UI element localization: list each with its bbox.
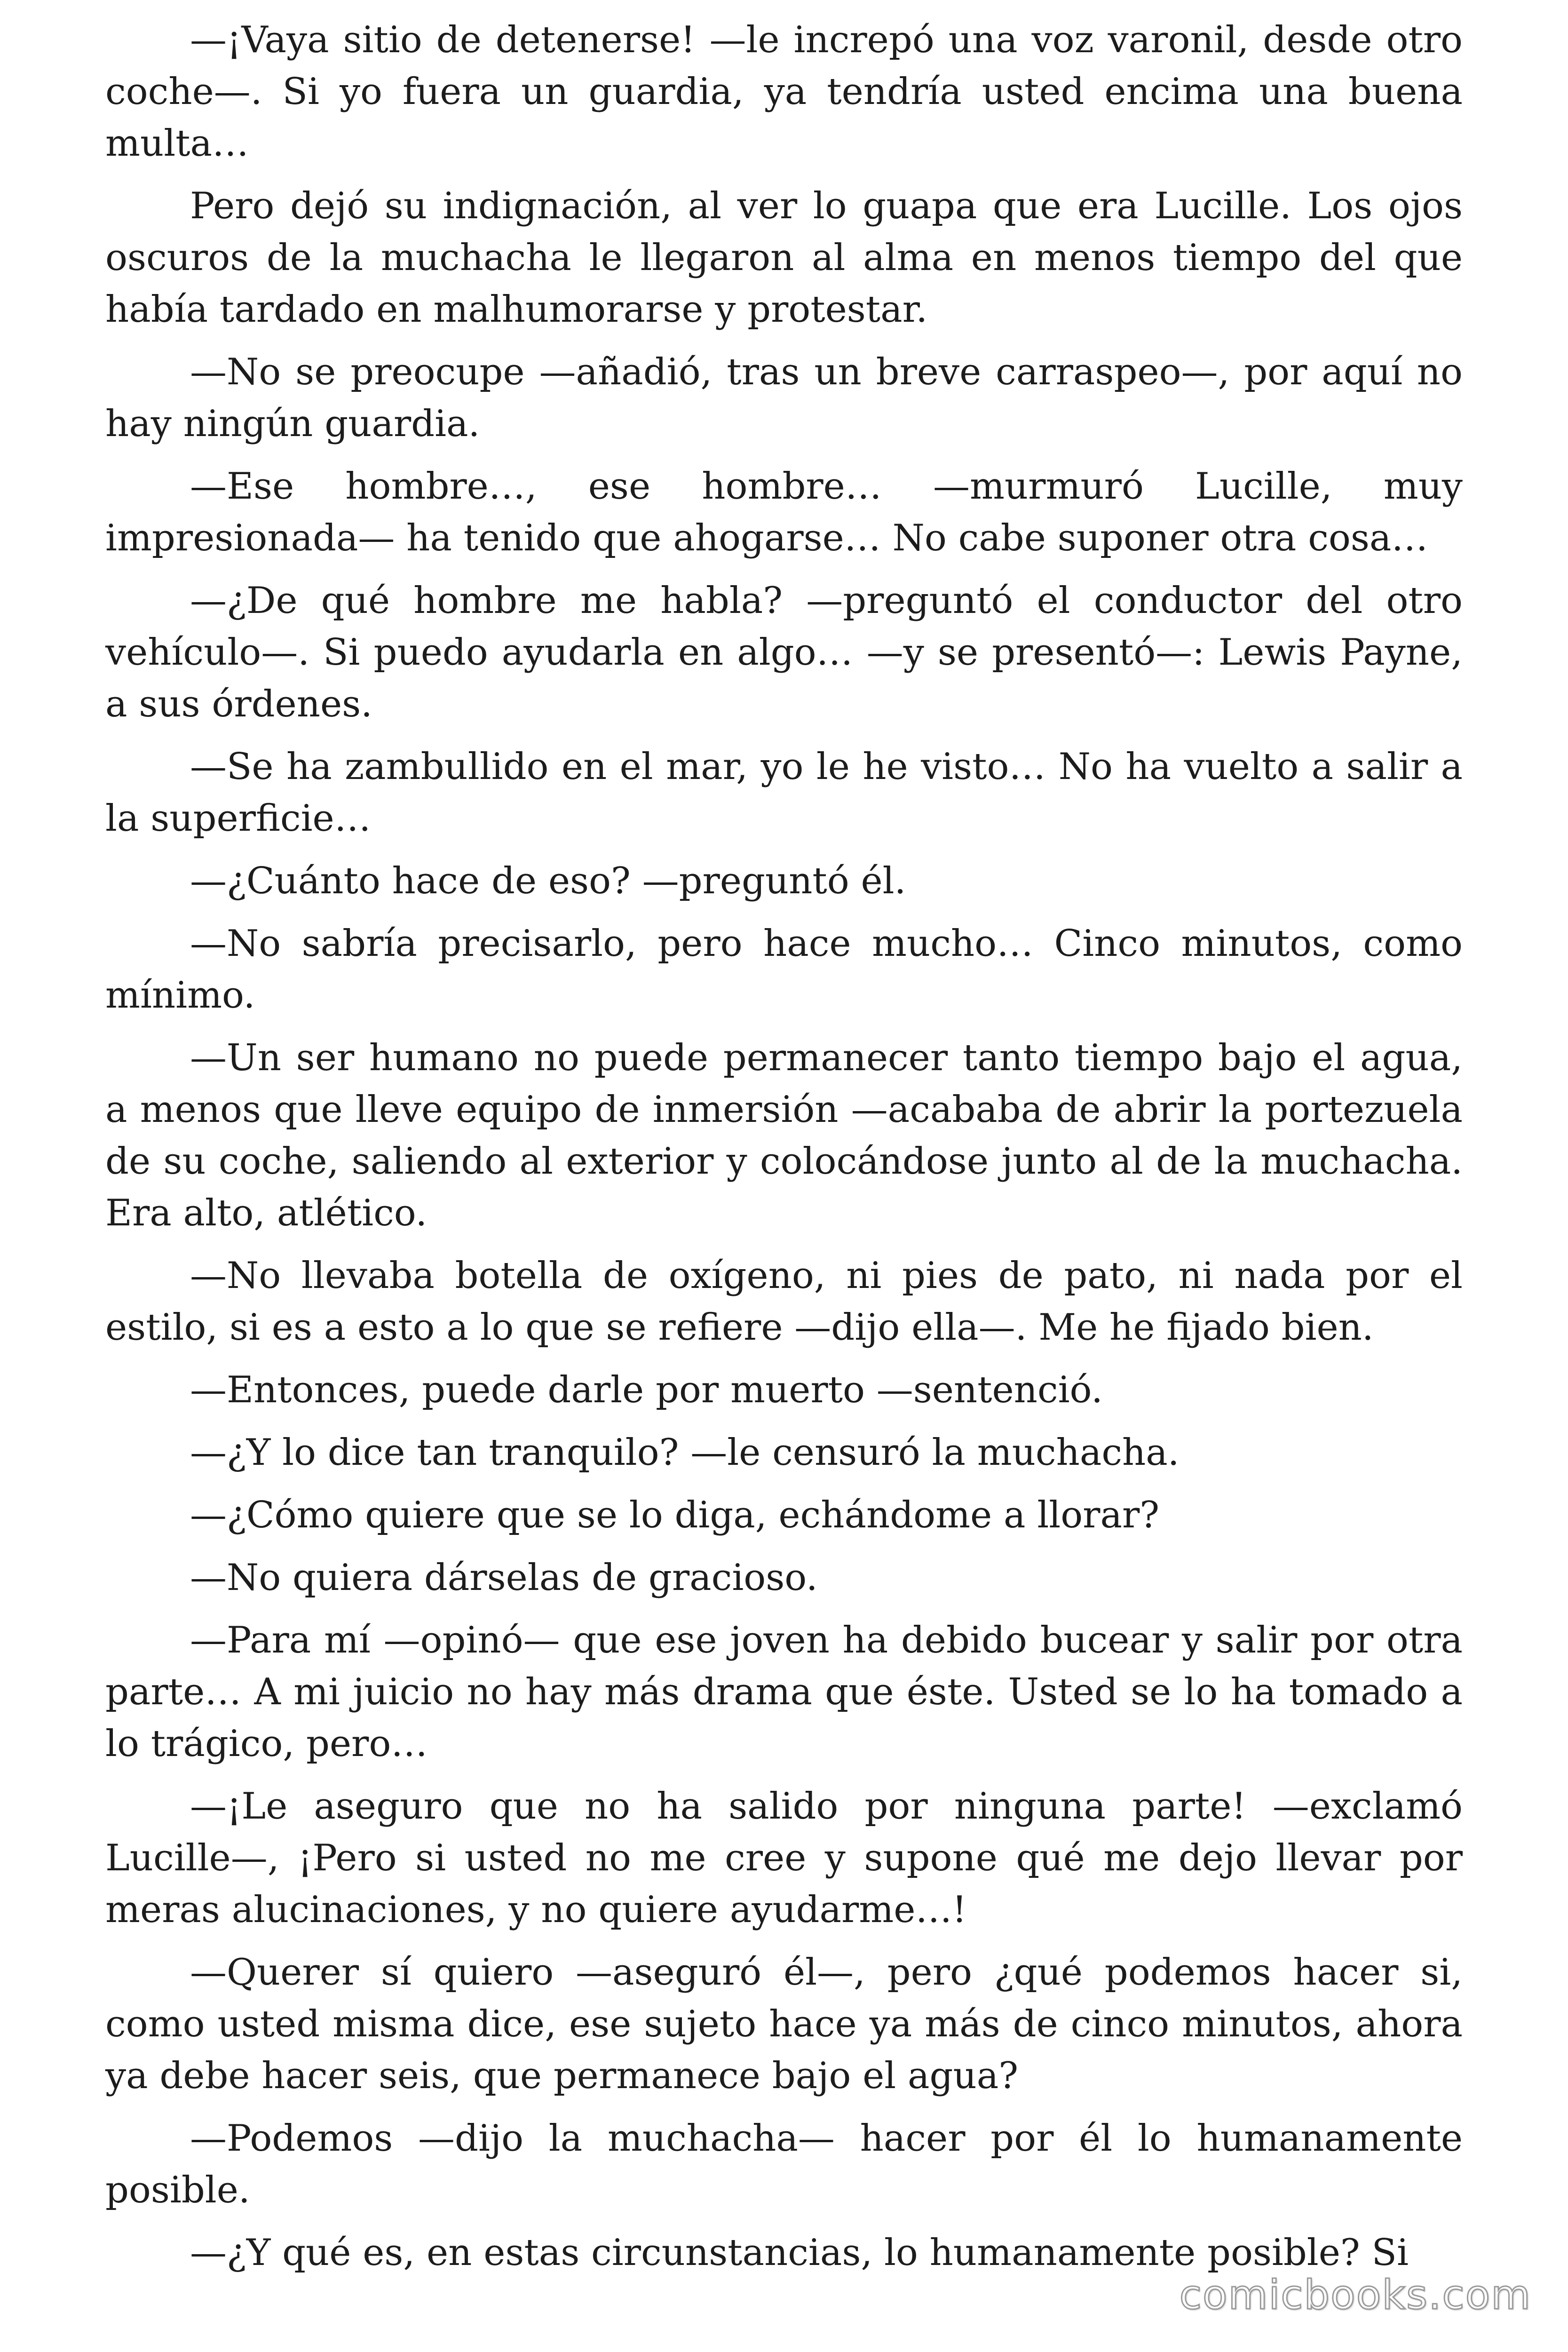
paragraph: —¿Y lo dice tan tranquilo? —le censuró la muchacha. [190,1431,1180,1474]
paragraph: —Un ser humano no puede permanecer tanto tiempo bajo el agua, a menos que lleve equipo de inmersión —acababa de abrir la portezuela de su coche, saliendo al exterior y colocándose junto al de la muchacha. Era alto, atlético. [105,1037,1463,1234]
paragraph: —Se ha zambullido en el mar, yo le he visto… No ha vuelto a salir a la superficie… [105,746,1463,840]
paragraph: —Querer sí quiero —aseguró él—, pero ¿qué podemos hacer si, como usted misma dice, ese sujeto hace ya más de cinco minutos, ahora ya debe hacer seis, que permanece bajo el agua? [105,1951,1463,2097]
watermark: comicbooks.com [1179,2272,1531,2319]
paragraph: —No llevaba botella de oxígeno, ni pies de pato, ni nada por el estilo, si es a esto a lo que se refiere —dijo ella—. Me he fijado bien. [105,1255,1463,1349]
paragraph: —Entonces, puede darle por muerto —sentenció. [190,1369,1103,1411]
paragraph: Pero dejó su indignación, al ver lo guapa que era Lucille. Los ojos oscuros de la muchacha le llegaron al alma en menos tiempo del que había tardado en malhumorarse y protestar. [105,185,1463,331]
paragraph: —Ese hombre…, ese hombre… —murmuró Lucille, muy impresionada— ha tenido que ahogarse… No cabe suponer otra cosa… [105,465,1463,559]
paragraph: —¿Cuánto hace de eso? —preguntó él. [190,860,906,902]
page-text [105,14,1463,2289]
paragraph: —Para mí —opinó— que ese joven ha debido bucear y salir por otra parte… A mi juicio no hay más drama que éste. Usted se lo ha tomado a lo trágico, pero… [105,1619,1463,1765]
paragraph: —No quiera dárselas de gracioso. [190,1557,818,1599]
paragraph: —¿Cómo quiere que se lo diga, echándome a llorar? [190,1494,1160,1536]
paragraph: —¿De qué hombre me habla? —preguntó el conductor del otro vehículo—. Si puedo ayudarla en algo… —y se presentó—: Lewis Payne, a sus órdenes. [105,580,1463,725]
paragraph: —Podemos —dijo la muchacha— hacer por él lo humanamente posible. [105,2117,1463,2211]
paragraph: —¿Y qué es, en estas circunstancias, lo humanamente posible? Si [190,2232,1409,2274]
paragraph: —No sabría precisarlo, pero hace mucho… Cinco minutos, como mínimo. [105,922,1463,1017]
paragraph: —¡Le aseguro que no ha salido por ninguna parte! —exclamó Lucille—, ¡Pero si usted no me cree y supone qué me dejo llevar por meras alucinaciones, y no quiere ayudarme…! [105,1785,1463,1931]
paragraph: —¡Vaya sitio de detenerse! —le increpó una voz varonil, desde otro coche—. Si yo fuera un guardia, ya tendría usted encima una buena multa… [105,19,1463,165]
paragraph: —No se preocupe —añadió, tras un breve carraspeo—, por aquí no hay ningún guardia. [105,351,1463,445]
